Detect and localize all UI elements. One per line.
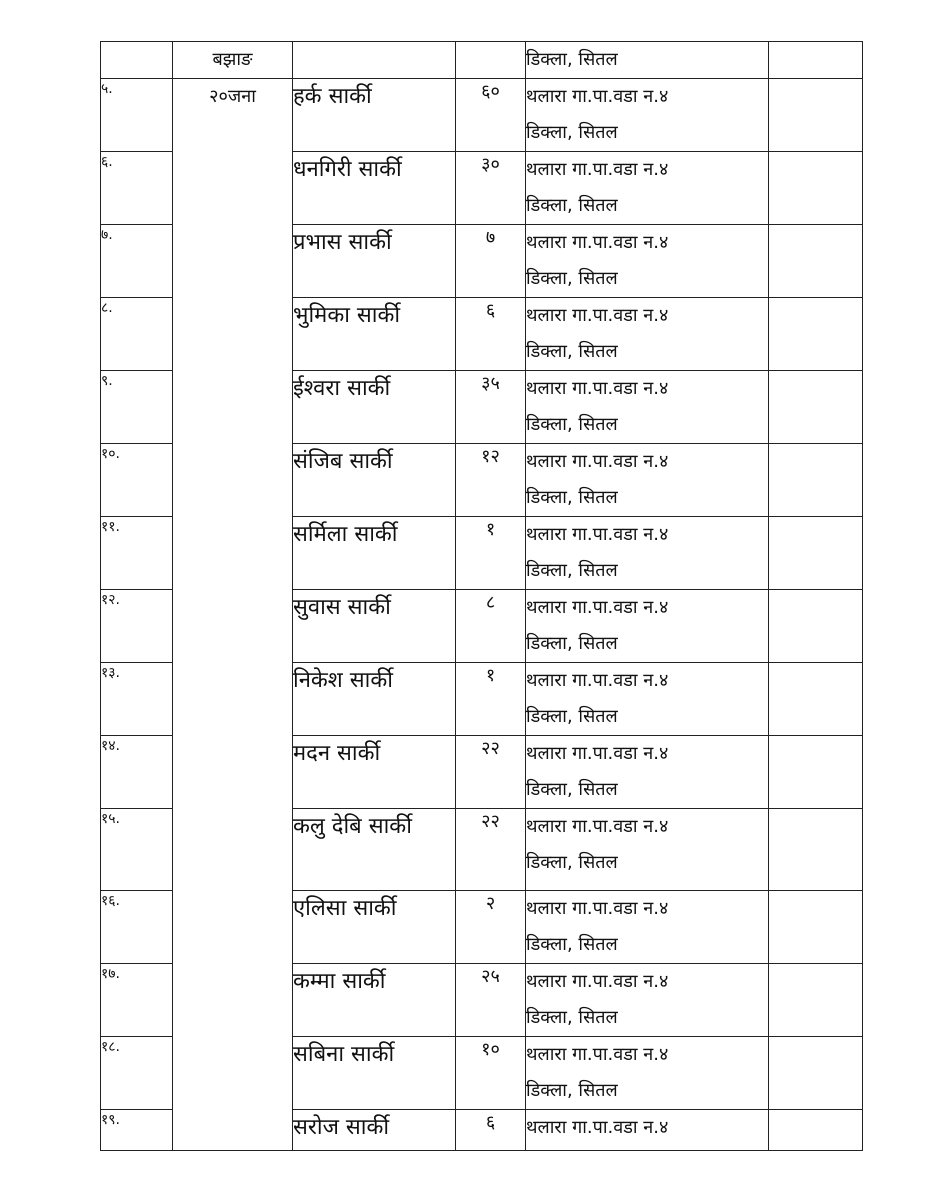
remarks-cell [769, 444, 863, 517]
person-age: २५ [481, 966, 500, 987]
serial-number: १९. [101, 1112, 121, 1128]
name-cell [293, 809, 456, 891]
remarks-cell [769, 663, 863, 736]
address-line2: डिक्ला, सितल [526, 195, 618, 216]
person-name: प्रभास सार्की [293, 230, 392, 255]
address-cell [526, 42, 769, 79]
person-age: ६० [481, 81, 500, 102]
person-age: ८ [485, 592, 496, 613]
name-cell [293, 736, 456, 809]
address-line2: डिक्ला, सितल [526, 633, 618, 654]
address-line2: डिक्ला, सितल [526, 779, 618, 800]
age-cell [456, 1037, 526, 1110]
address-cell [526, 1110, 769, 1151]
beneficiary-table [100, 41, 863, 1151]
serial-number: ९. [101, 373, 113, 389]
name-cell [293, 517, 456, 590]
person-age: २ [485, 893, 496, 914]
remarks-cell [769, 152, 863, 225]
address-cell [526, 298, 769, 371]
person-age: १२ [481, 446, 500, 467]
address-cell [526, 590, 769, 663]
address-line1: थलारा गा.पा.वडा न.४ [526, 86, 669, 107]
name-cell [293, 1110, 456, 1151]
serial-cell [101, 298, 173, 371]
remarks-cell [769, 590, 863, 663]
address-cell [526, 736, 769, 809]
age-cell [456, 225, 526, 298]
person-name: संजिब सार्की [293, 449, 393, 474]
serial-cell [101, 1110, 173, 1151]
address-line1: थलारा गा.पा.वडा न.४ [526, 378, 669, 399]
address-line2: डिक्ला, सितल [526, 934, 618, 955]
remarks-cell [769, 371, 863, 444]
age-cell [456, 736, 526, 809]
serial-number: १०. [101, 446, 121, 462]
age-cell [456, 891, 526, 964]
serial-cell [101, 809, 173, 891]
person-name: हर्क सार्की [293, 84, 372, 109]
person-name: ईश्वरा सार्की [293, 376, 391, 401]
person-name: कम्मा सार्की [293, 969, 386, 994]
name-cell [293, 663, 456, 736]
person-age: ६ [485, 300, 496, 321]
name-cell [293, 225, 456, 298]
address-line2: डिक्ला, सितल [526, 268, 618, 289]
address-cell [526, 371, 769, 444]
serial-cell [101, 736, 173, 809]
age-cell [456, 1110, 526, 1151]
serial-number: ६. [101, 154, 113, 170]
age-cell [456, 371, 526, 444]
serial-number: १५. [101, 811, 121, 827]
serial-number: १६. [101, 893, 121, 909]
age-cell [456, 964, 526, 1037]
serial-number: १८. [101, 1039, 121, 1055]
address-line2: डिक्ला, सितल [526, 487, 618, 508]
address-line2: डिक्ला, सितल [526, 852, 618, 873]
remarks-cell [769, 1110, 863, 1151]
serial-cell [101, 79, 173, 152]
person-age: १ [485, 665, 496, 686]
age-cell [456, 444, 526, 517]
serial-cell [101, 891, 173, 964]
name-cell [293, 1037, 456, 1110]
address-cell [526, 517, 769, 590]
serial-number: ८. [101, 300, 113, 316]
district-name: बझाङ [212, 49, 253, 70]
address-line2: डिक्ला, सितल [526, 414, 618, 435]
age-cell [456, 663, 526, 736]
person-age: २२ [481, 738, 500, 759]
address-line1: थलारा गा.पा.वडा न.४ [526, 670, 669, 691]
age-cell [456, 517, 526, 590]
serial-number: १२. [101, 592, 121, 608]
person-name: कलु देबि सार्की [293, 814, 412, 839]
person-age: ३० [481, 154, 500, 175]
address-line1: थलारा गा.पा.वडा न.४ [526, 743, 669, 764]
address-line1: थलारा गा.पा.वडा न.४ [526, 1044, 669, 1065]
address-cell [526, 809, 769, 891]
serial-cell [101, 42, 173, 79]
table-row [101, 79, 863, 152]
age-cell [456, 79, 526, 152]
address-line1: थलारा गा.पा.वडा न.४ [526, 898, 669, 919]
person-name: धनगिरी सार्की [293, 157, 402, 182]
name-cell [293, 891, 456, 964]
person-age: ७ [485, 227, 496, 248]
address-line2: डिक्ला, सितल [526, 49, 618, 70]
address-cell [526, 1037, 769, 1110]
serial-cell [101, 1037, 173, 1110]
person-name: सुवास सार्की [293, 595, 391, 620]
name-cell [293, 590, 456, 663]
address-line1: थलारा गा.पा.वडा न.४ [526, 524, 669, 545]
address-line2: डिक्ला, सितल [526, 341, 618, 362]
serial-number: ११. [101, 519, 121, 535]
person-name: भुमिका सार्की [293, 303, 401, 328]
name-cell [293, 964, 456, 1037]
serial-number: ५. [101, 81, 113, 97]
address-line2: डिक्ला, सितल [526, 706, 618, 727]
remarks-cell [769, 517, 863, 590]
name-cell [293, 152, 456, 225]
name-cell [293, 371, 456, 444]
serial-cell [101, 371, 173, 444]
serial-cell [101, 444, 173, 517]
remarks-cell [769, 736, 863, 809]
district-name-cell [173, 42, 293, 79]
serial-cell [101, 225, 173, 298]
person-name: सबिना सार्की [293, 1042, 395, 1067]
remarks-cell [769, 891, 863, 964]
age-cell [456, 590, 526, 663]
address-line2: डिक्ला, सितल [526, 1007, 618, 1028]
name-cell [293, 298, 456, 371]
age-cell [456, 152, 526, 225]
person-age: १० [481, 1039, 500, 1060]
age-cell [456, 809, 526, 891]
address-cell [526, 964, 769, 1037]
serial-number: १३. [101, 665, 121, 681]
person-age: १ [485, 519, 496, 540]
address-line1: थलारा गा.पा.वडा न.४ [526, 597, 669, 618]
serial-number: १७. [101, 966, 121, 982]
person-name: सर्मिला सार्की [293, 522, 398, 547]
address-line1: थलारा गा.पा.वडा न.४ [526, 232, 669, 253]
person-name: निकेश सार्की [293, 668, 393, 693]
person-name: सरोज सार्की [293, 1115, 390, 1140]
serial-number: ७. [101, 227, 113, 243]
address-cell [526, 152, 769, 225]
address-line2: डिक्ला, सितल [526, 560, 618, 581]
serial-cell [101, 152, 173, 225]
remarks-cell [769, 1037, 863, 1110]
address-cell [526, 663, 769, 736]
address-cell [526, 225, 769, 298]
name-cell [293, 79, 456, 152]
address-line2: डिक्ला, सितल [526, 122, 618, 143]
person-age: ३५ [481, 373, 500, 394]
person-name: एलिसा सार्की [293, 896, 397, 921]
name-cell [293, 444, 456, 517]
person-name: मदन सार्की [293, 741, 381, 766]
table-row-continuation [101, 42, 863, 79]
address-line2: डिक्ला, सितल [526, 1080, 618, 1101]
remarks-cell [769, 964, 863, 1037]
remarks-cell [769, 79, 863, 152]
remarks-cell [769, 298, 863, 371]
address-cell [526, 444, 769, 517]
address-cell [526, 79, 769, 152]
age-cell [456, 298, 526, 371]
person-age: २२ [481, 811, 500, 832]
remarks-cell [769, 225, 863, 298]
name-cell [293, 42, 456, 79]
district-count-cell [173, 79, 293, 1151]
address-line1: थलारा गा.पा.वडा न.४ [526, 816, 669, 837]
table-body [101, 42, 863, 1151]
serial-number: १४. [101, 738, 121, 754]
address-line1: थलारा गा.पा.वडा न.४ [526, 971, 669, 992]
address-line1: थलारा गा.पा.वडा न.४ [526, 1117, 669, 1138]
serial-cell [101, 517, 173, 590]
address-line1: थलारा गा.पा.वडा न.४ [526, 305, 669, 326]
age-cell [456, 42, 526, 79]
remarks-cell [769, 42, 863, 79]
address-line1: थलारा गा.पा.वडा न.४ [526, 159, 669, 180]
address-cell [526, 891, 769, 964]
person-age: ६ [485, 1112, 496, 1133]
serial-cell [101, 663, 173, 736]
serial-cell [101, 964, 173, 1037]
district-count: २०जना [209, 86, 256, 107]
remarks-cell [769, 809, 863, 891]
address-line1: थलारा गा.पा.वडा न.४ [526, 451, 669, 472]
serial-cell [101, 590, 173, 663]
